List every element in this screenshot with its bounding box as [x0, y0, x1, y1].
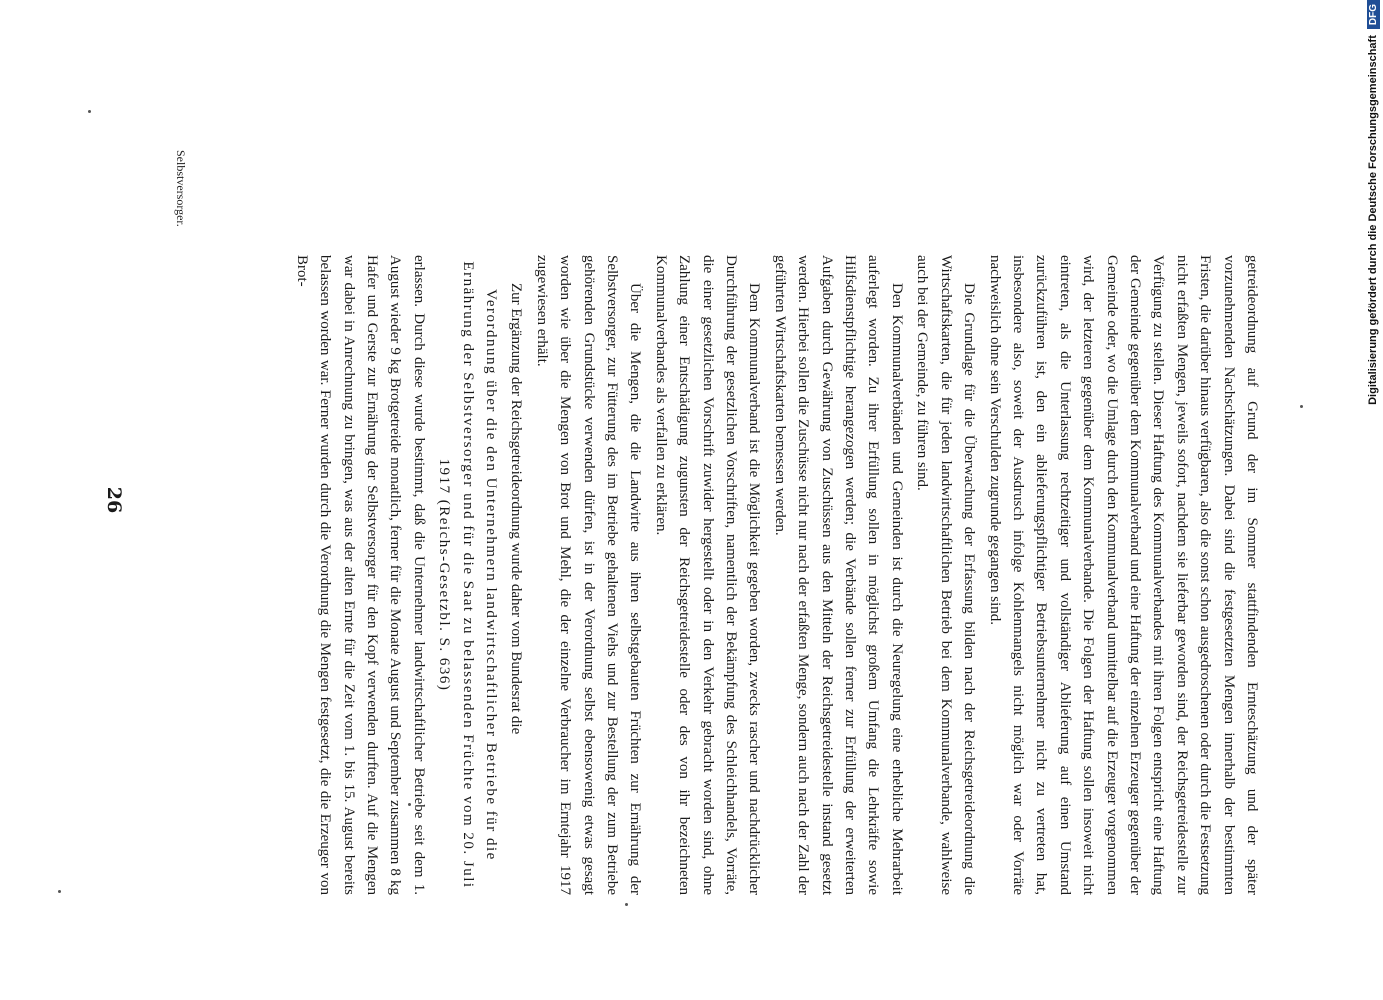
paragraph: Zur Ergänzung der Reichsgetreideordnung wurde daher vom Bundesrat die: [508, 283, 525, 735]
page-number: 26: [103, 486, 125, 514]
paragraph: Über die Mengen, die die Landwirte aus ihren selbstgebauten Früchten zur Ernährung der Selbstversorger, zur Fütterung des im Betriebe gehaltenen Viehs und zur Bestellung der zum Betriebe gehörenden Grundstücke verwenden dürfen, ist in der Verordnung selbst ebensowenig etwas gesagt worden wie über die Mengen von Brot und Mehl, die der einzelne Verbraucher im Erntejahr 1917 zugewiesen erhält.: [533, 255, 644, 895]
scan-speck: [625, 903, 628, 906]
scan-speck: [88, 110, 91, 113]
ordinance-title: Verordnung über die den Unternehmern landwirtschaftlicher Betriebe für die Ernährung der Selbstversorger und für die Saat zu belassenden Früchte vom 20. Juli 1917 (Reichs-Gesetzbl. S. 636): [436, 261, 499, 889]
paragraph: erlassen. Durch diese wurde bestimmt, daß die Unternehmer landwirtschaftlicher Betriebe seit dem 1. August wieder 9 kg Brotgetreide monatlich, ferner für die Monate August und September zusammen 8 kg Hafer und Gerste zur Ernährung der Selbstversorger für den Kopf verwenden durften. Auf die Mengen war dabei in Anrechnung zu bringen, was aus der alten Ernte für die Zeit vom 1. bis 15. August bereits belassen worden war. Ferner wurden durch die Verordnung die Mengen festgesetzt, die die Erzeuger von Brot-: [293, 255, 427, 895]
paragraph: Dem Kommunalverband ist die Möglichkeit gegeben worden, zwecks rascher und nachdrücklicher Durchführung der gesetzlichen Vorschriften, namentlich der Bekämpfung des Schleichhandels, Vorräte, die einer gesetzlichen Vorschrift zuwider hergestellt oder in den Verkehr gebracht worden sind, ohne Zahlung einer Entschädigung zugunsten der Reichsgetreidestelle oder des von ihr bezeichneten Kommunalverbandes als verfallen zu erklären.: [652, 255, 763, 895]
scan-speck: [408, 803, 411, 806]
digitization-footer: [1363, 0, 1383, 990]
scan-speck: [1300, 405, 1303, 408]
footer-text: Digitalisierung gefördert durch die Deutsche Forschungsgemeinschaft: [1367, 35, 1379, 405]
scan-speck: [58, 890, 61, 893]
margin-note: Selbstversorger.: [174, 150, 188, 227]
paragraph: Die Grundlage für die Überwachung der Erfassung bilden nach der Reichsgetreideordnung die Wirtschaftskarten, die für jeden landwirtschaftlichen Betrieb bei dem Kommunalverbande, wahlweise auch bei der Gemeinde, zu führen sind.: [914, 255, 978, 895]
paragraph: Den Kommunalverbänden und Gemeinden ist durch die Neuregelung eine erhebliche Mehrarbeit auferlegt worden. Zu ihrer Erfüllung sollen in möglichst großem Umfang die Lehrkräfte sowie Hilfsdienstpflichtige herangezogen werden; die Verbände sollen ferner zur Erfüllung der erweiterten Aufgaben durch Gewährung von Zuschüssen aus den Mitteln der Reichsgetreidestelle instand gesetzt werden. Hierbei sollen die Zuschüsse nicht nur nach der erfaßten Menge, sondern auch nach der Zahl der geführten Wirtschaftskarten bemessen werden.: [771, 255, 905, 895]
dfg-logo: DFG: [1367, 0, 1380, 29]
body-text: [153, 255, 1263, 895]
paragraph: getreideordnung auf Grund der im Sommer stattfindenden Ernteschätzung und der später vorzunehmenden Nachschätzungen. Dabei sind die festgesetzten Mengen innerhalb der bestimmten Fristen, die darüber hinaus verfügbaren, also die sonst schon ausgedroschenen oder durch die Festsetzung nicht erfaßten Mengen, jeweils sofort, nachdem sie lieferbar geworden sind, der Reichsgetreidestelle zur Verfügung zu stellen. Dieser Haftung des Kommunalverbandes mit ihren Folgen entspricht eine Haftung der Gemeinde gegenüber dem Kommunalverband und eine Haftung der einzelnen Erzeuger gegenüber der Gemeinde oder, wo die Umlage durch den Kommunalverband unmittelbar auf die Erzeuger vorgenommen wird, der letzteren gegenüber dem Kommunalverbande. Die Folgen der Haftung sollen insoweit nicht eintreten, als die Unterlassung rechtzeitiger und vollständiger Ablieferung auf einen Umstand zurückzuführen ist, den ein ablieferungspflichtiger Betriebsunternehmer nicht zu vertreten hat, insbesondere also, soweit der Ausdrusch infolge Kohlenmangels nicht möglich war oder Vorräte nachweislich ohne sein Verschulden zugrunde gegangen sind.: [986, 255, 1260, 895]
